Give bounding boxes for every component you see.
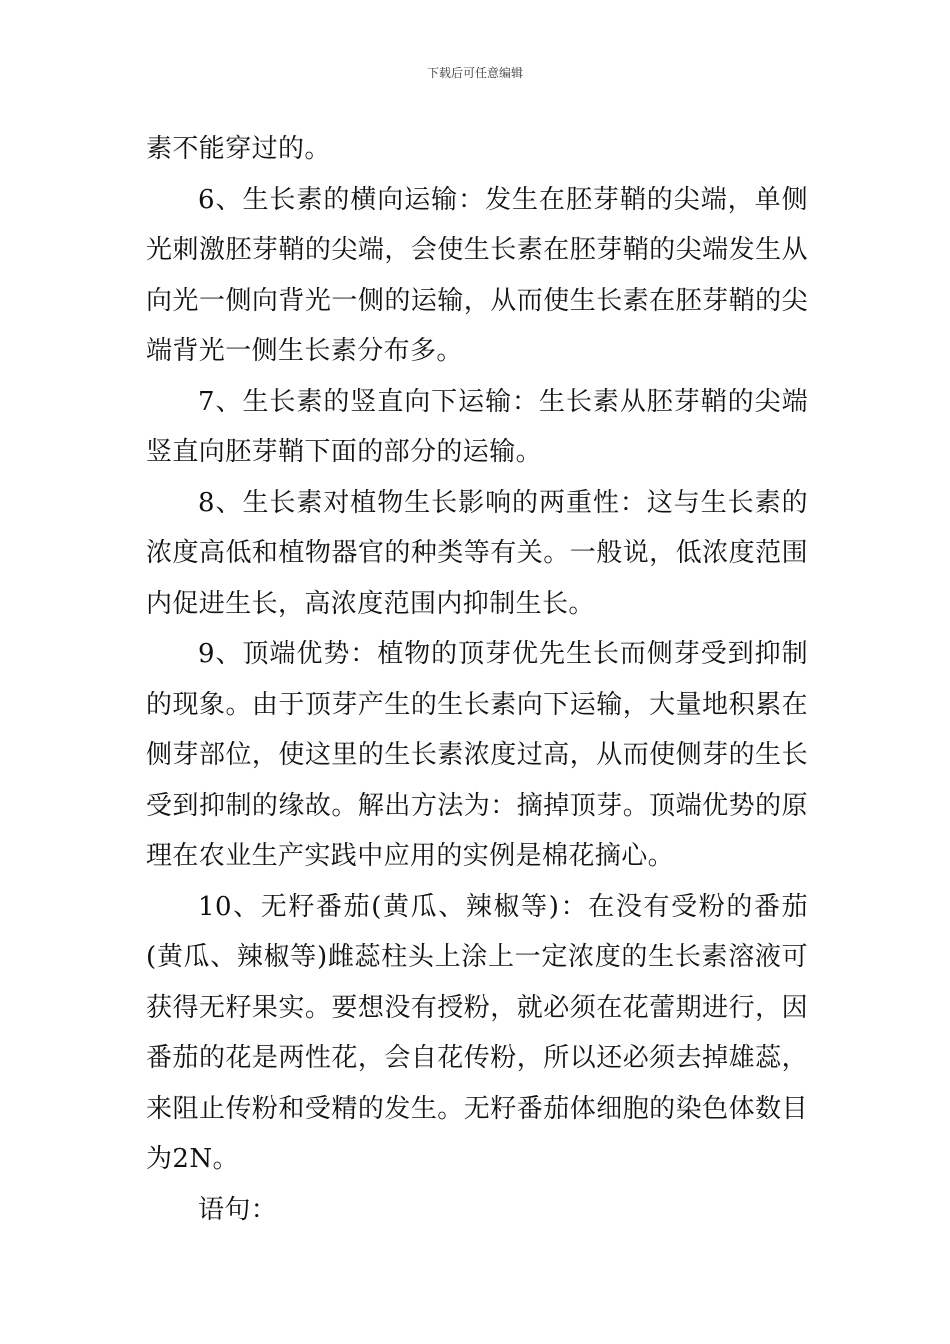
document-body xyxy=(146,124,808,1235)
paragraph-item-9: 9、顶端优势：植物的顶芽优先生长而侧芽受到抑制的现象。由于顶芽产生的生长素向下运输，大量地积累在侧芽部位，使这里的生长素浓度过高，从而使侧芽的生长受到抑制的缘故。解出方法为：摘掉顶芽。顶端优势的原理在农业生产实践中应用的实例是棉花摘心。 xyxy=(146,639,808,871)
paragraph-item-6: 6、生长素的横向运输：发生在胚芽鞘的尖端，单侧光刺激胚芽鞘的尖端，会使生长素在胚芽鞘的尖端发生从向光一侧向背光一侧的运输，从而使生长素在胚芽鞘的尖端背光一侧生长素分布多。 xyxy=(146,184,808,366)
paragraph-item-7: 7、生长素的竖直向下运输：生长素从胚芽鞘的尖端竖直向胚芽鞘下面的部分的运输。 xyxy=(146,386,808,467)
paragraph-sentences-heading: 语句： xyxy=(198,1194,278,1225)
page-header: 下载后可任意编辑 xyxy=(426,66,523,80)
paragraph-item-10: 10、无籽番茄(黄瓜、辣椒等)：在没有受粉的番茄(黄瓜、辣椒等)雌蕊柱头上涂上一定浓度的生长素溶液可获得无籽果实。要想没有授粉，就必须在花蕾期进行，因番茄的花是两性花，会自花传粉，所以还必须去掉雄蕊，来阻止传粉和受精的发生。无籽番茄体细胞的染色体数目为2N。 xyxy=(146,891,808,1174)
paragraph-continued: 素不能穿过的。 xyxy=(146,134,331,164)
paragraph-item-8: 8、生长素对植物生长影响的两重性：这与生长素的浓度高低和植物器官的种类等有关。一般说，低浓度范围内促进生长，高浓度范围内抑制生长。 xyxy=(146,487,808,619)
